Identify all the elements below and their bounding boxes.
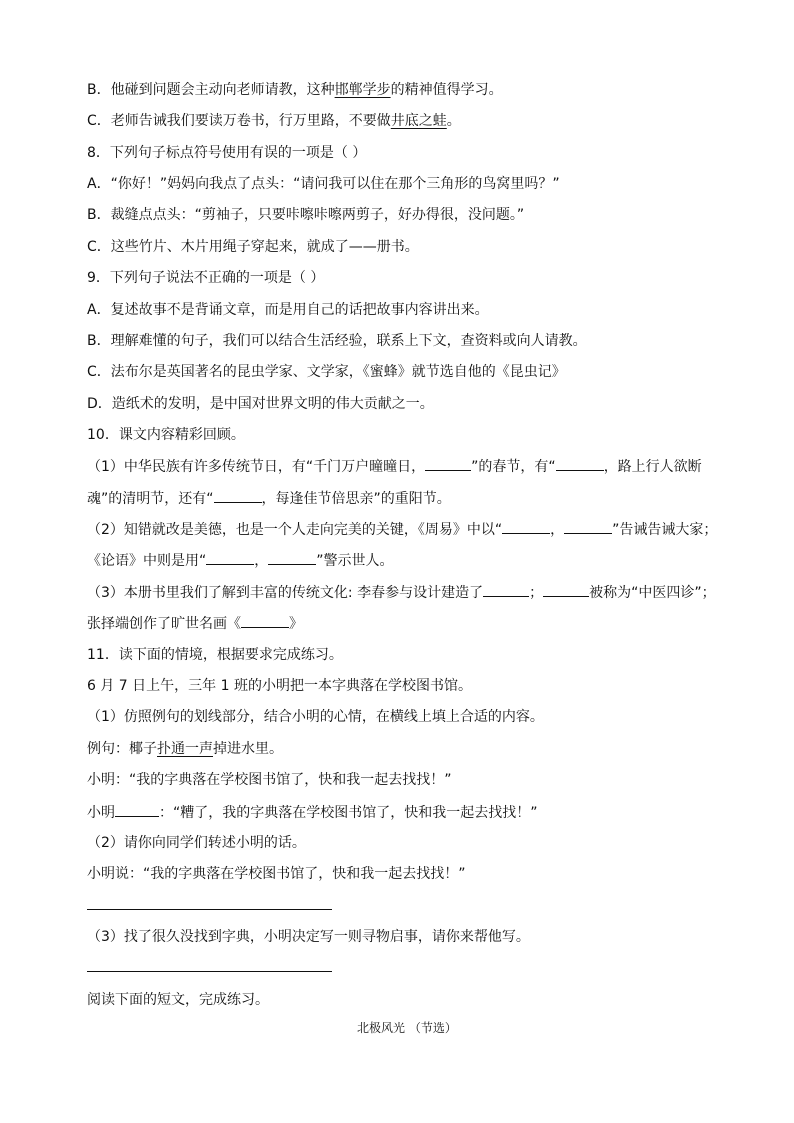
q10-part2: （2）知错就改是美德，也是一个人走向完美的关键，《周易》中以“ ， ”告诫告诫大家； — [87, 519, 717, 540]
answer-blank[interactable] — [564, 519, 612, 534]
q8-option-c: C．这些竹片、木片用绳子穿起来，就成了——册书。 — [87, 239, 419, 255]
q10-part2-cont: 《论语》中则是用“ ， ”警示世人。 — [87, 550, 394, 571]
q10-part1: （1）中华民族有许多传统节日，有“千门万户曈曈日， ”的春节，有“ ，路上行人欲断 — [87, 456, 702, 477]
underlined-phrase: 扑通一声 — [157, 741, 213, 757]
dialogue-line-fill: 小明 ：“糟了，我的字典落在学校图书馆了，快和我一起去找找！” — [87, 802, 538, 823]
q7-option-b: B．他碰到问题会主动向老师请教，这种邯郸学步的精神值得学习。 — [87, 82, 503, 98]
q8-option-b: B．裁缝点点头：“剪袖子，只要咔嚓咔嚓两剪子，好办得很，没问题。” — [87, 207, 525, 223]
answer-blank[interactable] — [214, 488, 262, 503]
answer-blank[interactable] — [502, 519, 550, 534]
q9-option-b: B．理解难懂的句子，我们可以结合生活经验，联系上下文，查资料或向人请教。 — [87, 333, 587, 349]
q11-subq2: （2）请你向同学们转述小明的话。 — [87, 835, 306, 851]
example-sentence: 例句：椰子扑通一声掉进水里。 — [87, 741, 283, 757]
answer-blank[interactable] — [543, 582, 589, 597]
q9-stem: 9．下列句子说法不正确的一项是（ ） — [87, 270, 325, 286]
dialogue-line: 小明说：“我的字典落在学校图书馆了，快和我一起去找找！” — [87, 866, 466, 882]
reading-intro: 阅读下面的短文，完成练习。 — [87, 992, 269, 1008]
q9-option-c: C．法布尔是英国著名的昆虫学家、文学家，《蜜蜂》就节选自他的《昆虫记》 — [87, 364, 566, 380]
answer-blank[interactable] — [425, 456, 471, 471]
answer-blank[interactable] — [206, 550, 254, 565]
q9-option-a: A．复述故事不是背诵文章，而是用自己的话把故事内容讲出来。 — [87, 302, 489, 318]
q8-stem: 8．下列句子标点符号使用有误的一项是（ ） — [87, 145, 367, 161]
answer-blank[interactable] — [115, 802, 159, 817]
q11-subq1: （1）仿照例句的划线部分，结合小明的心情，在横线上填上合适的内容。 — [87, 709, 544, 725]
answer-blank[interactable] — [556, 456, 604, 471]
dialogue-line: 小明：“我的字典落在学校图书馆了，快和我一起去找找！” — [87, 772, 452, 788]
q11-stem: 11．读下面的情境，根据要求完成练习。 — [87, 647, 343, 663]
answer-line[interactable] — [87, 909, 332, 910]
q9-option-d: D．造纸术的发明，是中国对世界文明的伟大贡献之一。 — [87, 396, 434, 412]
q10-part3: （3）本册书里我们了解到丰富的传统文化: 李春参与设计建造了 ； 被称为“中医四诊”； — [87, 582, 716, 603]
q10-part3-cont: 张择端创作了旷世名画《 》 — [87, 613, 303, 634]
q10-stem: 10．课文内容精彩回顾。 — [87, 427, 245, 443]
answer-blank[interactable] — [241, 613, 289, 628]
answer-line[interactable] — [87, 971, 332, 972]
passage-title: 北极风光 （节选） — [357, 1021, 457, 1035]
q8-option-a: A．“你好！”妈妈向我点了点头：“请问我可以住在那个三角形的鸟窝里吗？” — [87, 176, 560, 192]
q11-scene: 6 月 7 日上午，三年 1 班的小明把一本字典落在学校图书馆。 — [87, 678, 472, 694]
q10-part1-cont: 魂”的清明节，还有“ ，每逢佳节倍思亲”的重阳节。 — [87, 488, 451, 509]
answer-blank[interactable] — [268, 550, 316, 565]
underlined-idiom: 邯郸学步 — [334, 82, 391, 98]
underlined-idiom: 井底之蛙 — [390, 113, 447, 129]
answer-blank[interactable] — [483, 582, 529, 597]
q7-option-c: C．老师告诫我们要读万卷书，行万里路，不要做井底之蛙。 — [87, 113, 461, 129]
q11-subq3: （3）找了很久没找到字典，小明决定写一则寻物启事，请你来帮他写。 — [87, 929, 530, 945]
